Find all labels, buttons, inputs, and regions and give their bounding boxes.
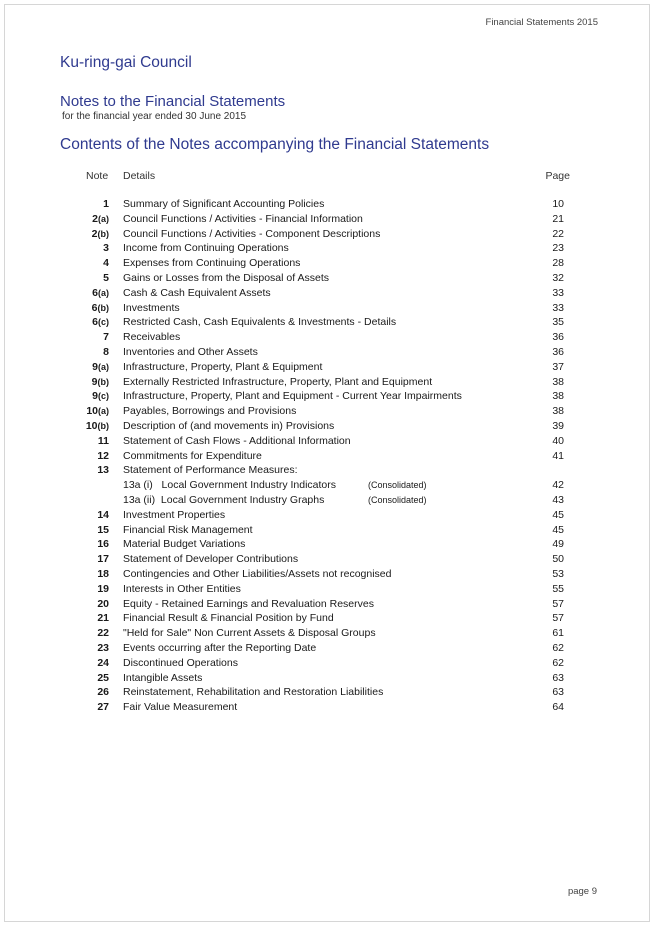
note-details: Financial Result & Financial Position by Fund: [123, 612, 334, 625]
contents-title: Contents of the Notes accompanying the Financial Statements: [60, 136, 490, 153]
note-number: 13: [97, 464, 109, 477]
note-page-number: 61: [552, 627, 564, 640]
note-number: 17: [97, 553, 109, 566]
note-page-number: 39: [552, 419, 564, 432]
note-page-number: 38: [552, 405, 564, 418]
note-number: 9(b): [91, 375, 109, 388]
note-details: Equity - Retained Earnings and Revaluation Reserves: [123, 597, 374, 610]
note-number: 9(a): [92, 360, 109, 373]
note-details: "Held for Sale" Non Current Assets & Disposal Groups: [123, 627, 376, 640]
table-row[interactable]: [0, 404, 656, 419]
note-number: 15: [97, 523, 109, 536]
note-page-number: 28: [552, 257, 564, 270]
table-row[interactable]: [0, 286, 656, 301]
note-page-number: 45: [552, 508, 564, 521]
column-header-details: Details: [123, 170, 156, 182]
note-number: 4: [103, 257, 109, 270]
note-details: Investments: [123, 301, 180, 314]
note-page-number: 63: [552, 686, 564, 699]
note-details: Restricted Cash, Cash Equivalents & Investments - Details: [123, 316, 397, 329]
page-number-footer: page 9: [567, 886, 597, 897]
note-page-number: 57: [552, 612, 564, 625]
note-page-number: 38: [552, 375, 564, 388]
running-header: Financial Statements 2015: [485, 17, 598, 28]
note-number: 12: [97, 449, 109, 462]
note-number: 2(b): [91, 227, 109, 240]
note-page-number: 32: [552, 271, 564, 284]
note-page-number: 36: [552, 345, 564, 358]
document-title: Notes to the Financial Statements: [60, 93, 286, 110]
note-number: 5: [103, 271, 109, 284]
table-row[interactable]: [0, 360, 656, 375]
note-details: Material Budget Variations: [123, 538, 246, 551]
note-number: 6(a): [92, 286, 109, 299]
column-header-page: Page: [545, 170, 570, 182]
note-details: Council Functions / Activities - Financial Information: [123, 212, 363, 225]
note-page-number: 21: [552, 212, 564, 225]
note-details: Externally Restricted Infrastructure, Property, Plant and Equipment: [123, 375, 433, 388]
table-row[interactable]: [0, 537, 656, 552]
consolidated-tag: (Consolidated): [368, 480, 427, 491]
table-row[interactable]: [0, 227, 656, 242]
note-number: 16: [97, 538, 109, 551]
table-row[interactable]: [0, 478, 656, 493]
note-details: Discontinued Operations: [123, 656, 238, 669]
note-page-number: 43: [552, 493, 564, 506]
table-row[interactable]: [0, 389, 656, 404]
contents-table: [0, 197, 656, 715]
note-details: 13a (ii) Local Government Industry Graphs (Consolidated): [123, 493, 427, 506]
note-page-number: 35: [552, 316, 564, 329]
note-page-number: 23: [552, 242, 564, 255]
note-number: 3: [103, 242, 109, 255]
table-row[interactable]: [0, 508, 656, 523]
note-number: 6(b): [91, 301, 109, 314]
note-details: Commitments for Expenditure: [123, 449, 262, 462]
table-row[interactable]: [0, 641, 656, 656]
table-row[interactable]: [0, 611, 656, 626]
note-page-number: 62: [552, 641, 564, 654]
note-page-number: 10: [552, 198, 564, 210]
note-page-number: 57: [552, 597, 564, 610]
note-details: Intangible Assets: [123, 671, 203, 684]
note-page-number: 38: [552, 390, 564, 403]
note-page-number: 49: [552, 538, 564, 551]
note-number: 25: [97, 671, 109, 684]
note-details: Payables, Borrowings and Provisions: [123, 405, 297, 418]
table-row[interactable]: [0, 626, 656, 641]
note-details: Statement of Cash Flows - Additional Information: [123, 434, 351, 447]
note-page-number: 40: [552, 434, 564, 447]
note-number: 7: [103, 331, 109, 344]
note-details: Income from Continuing Operations: [123, 242, 289, 255]
table-row[interactable]: [0, 700, 656, 715]
note-number: 19: [97, 582, 109, 595]
note-page-number: 50: [552, 553, 564, 566]
note-page-number: 37: [552, 360, 564, 373]
table-row[interactable]: [0, 597, 656, 612]
note-details: Description of (and movements in) Provisions: [123, 419, 335, 432]
note-page-number: 33: [552, 286, 564, 299]
note-number: 27: [97, 701, 109, 714]
note-number: 10(a): [86, 405, 109, 418]
note-details: Inventories and Other Assets: [123, 345, 258, 358]
note-details: Receivables: [123, 331, 181, 344]
note-details: Statement of Developer Contributions: [123, 553, 299, 566]
consolidated-tag: (Consolidated): [368, 494, 427, 505]
note-details: Council Functions / Activities - Component Descriptions: [123, 227, 381, 240]
note-page-number: 63: [552, 671, 564, 684]
note-number: 6(c): [92, 316, 109, 329]
note-page-number: 53: [552, 567, 564, 580]
table-row[interactable]: [0, 271, 656, 286]
table-row[interactable]: [0, 315, 656, 330]
table-row[interactable]: [0, 197, 656, 212]
note-number: 9(c): [92, 390, 109, 403]
table-row[interactable]: [0, 656, 656, 671]
note-number: 18: [97, 567, 109, 580]
table-row[interactable]: [0, 449, 656, 464]
note-page-number: 33: [552, 301, 564, 314]
note-number: 11: [97, 434, 109, 447]
note-details: Reinstatement, Rehabilitation and Restoration Liabilities: [123, 686, 384, 699]
table-row[interactable]: [0, 463, 656, 478]
note-details: Gains or Losses from the Disposal of Assets: [123, 271, 330, 284]
table-row[interactable]: [0, 301, 656, 316]
note-details: Events occurring after the Reporting Date: [123, 641, 317, 654]
note-details: Contingencies and Other Liabilities/Assets not recognised: [123, 567, 392, 580]
table-row[interactable]: [0, 523, 656, 538]
table-row[interactable]: [0, 434, 656, 449]
note-details: 13a (i) Local Government Industry Indicators (Consolidated): [123, 479, 427, 492]
note-number: 26: [97, 686, 109, 699]
note-details: Fair Value Measurement: [123, 701, 238, 714]
table-row[interactable]: [0, 685, 656, 700]
note-number: 24: [97, 656, 109, 669]
note-details: Infrastructure, Property, Plant & Equipment: [123, 360, 323, 373]
table-row[interactable]: [0, 345, 656, 360]
note-details: Investment Properties: [123, 508, 226, 521]
table-row[interactable]: [0, 419, 656, 434]
note-details: Interests in Other Entities: [123, 582, 241, 595]
note-page-number: 42: [552, 479, 564, 492]
note-number: 20: [97, 597, 109, 610]
note-page-number: 22: [552, 227, 564, 240]
note-number: 1: [103, 198, 109, 210]
note-page-number: 41: [552, 449, 564, 462]
note-details: Infrastructure, Property, Plant and Equipment - Current Year Impairments: [123, 390, 462, 403]
note-number: 10(b): [85, 419, 109, 432]
table-row[interactable]: [0, 493, 656, 508]
note-number: 21: [97, 612, 109, 625]
note-page-number: 36: [552, 331, 564, 344]
note-number: 8: [103, 345, 109, 358]
note-number: 2(a): [92, 212, 109, 225]
note-page-number: 55: [552, 582, 564, 595]
note-details: Expenses from Continuing Operations: [123, 257, 301, 270]
table-row[interactable]: [0, 552, 656, 567]
note-details: Statement of Performance Measures:: [123, 464, 298, 477]
note-number: 14: [97, 508, 109, 521]
organisation-name: Ku-ring-gai Council: [60, 54, 192, 71]
table-row[interactable]: [0, 375, 656, 390]
note-details: Financial Risk Management: [123, 523, 253, 536]
table-row[interactable]: [0, 567, 656, 582]
note-details: Cash & Cash Equivalent Assets: [123, 286, 271, 299]
table-row[interactable]: [0, 330, 656, 345]
document-subtitle: for the financial year ended 30 June 2015: [62, 111, 247, 122]
table-row[interactable]: [0, 241, 656, 256]
table-row[interactable]: [0, 256, 656, 271]
note-page-number: 64: [552, 701, 564, 714]
table-row[interactable]: [0, 582, 656, 597]
note-details: Summary of Significant Accounting Policies: [123, 198, 325, 210]
note-number: 23: [97, 641, 109, 654]
note-page-number: 45: [552, 523, 564, 536]
table-row[interactable]: [0, 212, 656, 227]
note-number: 22: [97, 627, 109, 640]
column-header-note: Note: [86, 170, 109, 182]
note-page-number: 62: [552, 656, 564, 669]
table-row[interactable]: [0, 671, 656, 686]
